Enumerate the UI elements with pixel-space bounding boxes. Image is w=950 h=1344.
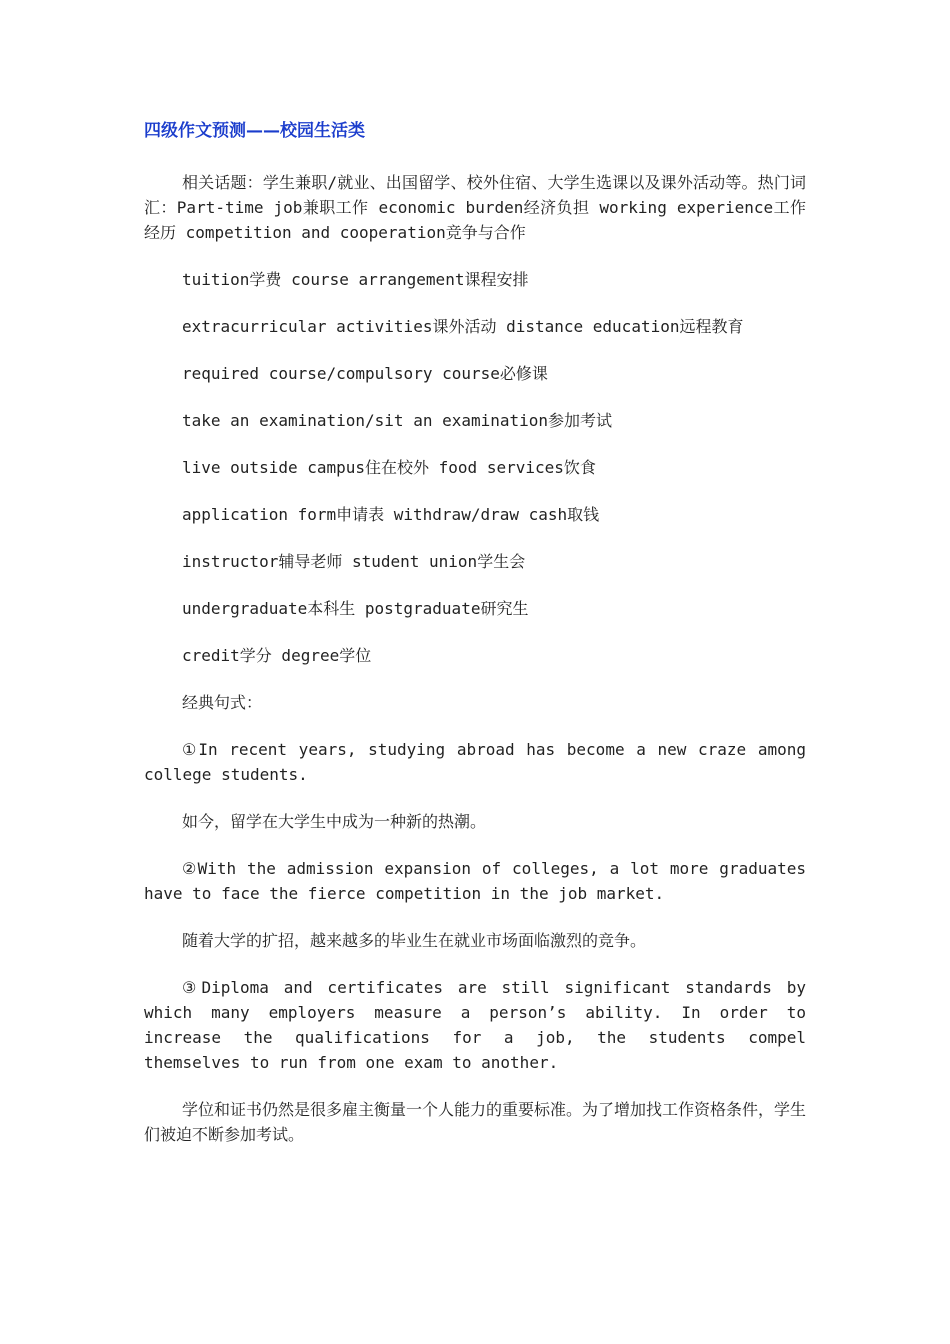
paragraph-classic-sentences-heading: 经典句式： (182, 693, 263, 712)
paragraph-vocab-campus: live outside campus住在校外 food services饮食 (182, 458, 596, 477)
paragraph-vocab-tuition: tuition学费 course arrangement课程安排 (182, 270, 529, 289)
paragraph-vocab-credit: credit学分 degree学位 (182, 646, 372, 665)
paragraph-vocab-required-course: required course/compulsory course必修课 (182, 364, 548, 383)
paragraph-vocab-application: application form申请表 withdraw/draw cash取钱 (182, 505, 600, 524)
paragraph-topics-vocab: 相关话题：学生兼职/就业、出国留学、校外住宿、大学生选课以及课外活动等。热门词汇：Part-time job兼职工作 economic burden经济负担 working experience工作经历 competition and cooperation竞争与合作 (144, 173, 806, 242)
paragraph-vocab-undergraduate: undergraduate本科生 postgraduate研究生 (182, 599, 529, 618)
paragraph-sentence-3-en: ③Diploma and certificates are still significant standards by which many employers measure a person’s ability. In order to increase the qualifications for a job, the students compel themselves to run from one exam to another. (144, 978, 806, 1072)
paragraph-vocab-extracurricular: extracurricular activities课外活动 distance education远程教育 (182, 317, 744, 336)
paragraph-sentence-2-en: ②With the admission expansion of colleges, a lot more graduates have to face the fierce competition in the job market. (144, 859, 806, 903)
paragraph-sentence-1-en: ①In recent years, studying abroad has become a new craze among college students. (144, 740, 806, 784)
paragraph-vocab-instructor: instructor辅导老师 student union学生会 (182, 552, 526, 571)
paragraph-sentence-2-zh: 随着大学的扩招，越来越多的毕业生在就业市场面临激烈的竞争。 (182, 931, 647, 950)
paragraph-sentence-3-zh: 学位和证书仍然是很多雇主衡量一个人能力的重要标准。为了增加找工作资格条件，学生们被迫不断参加考试。 (144, 1100, 807, 1144)
document-title: 四级作文预测——校园生活类 (144, 121, 365, 141)
document-page (144, 118, 806, 1169)
paragraph-sentence-1-zh: 如今，留学在大学生中成为一种新的热潮。 (182, 812, 487, 831)
paragraph-vocab-examination: take an examination/sit an examination参加考试 (182, 411, 613, 430)
